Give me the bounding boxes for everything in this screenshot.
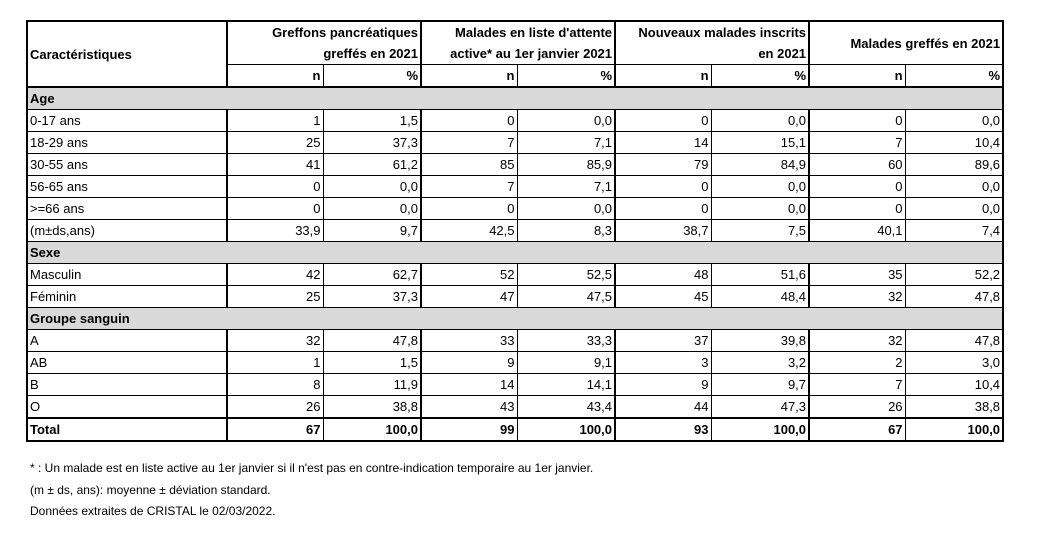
cell-n: 48	[615, 264, 711, 286]
group-header-line2: greffés en 2021	[323, 46, 418, 61]
section-title: Age	[27, 87, 1003, 110]
total-pct: 100,0	[517, 418, 615, 441]
group-header-line1: Nouveaux malades inscrits	[638, 25, 807, 40]
data-table	[26, 20, 1004, 442]
cell-n: 0	[809, 176, 905, 198]
cell-pct: 52,5	[517, 264, 615, 286]
cell-pct: 47,8	[323, 330, 421, 352]
cell-n: 0	[615, 176, 711, 198]
cell-n: 26	[227, 396, 323, 419]
table-row	[27, 220, 1003, 242]
group-header-line2: en 2021	[758, 46, 807, 61]
cell-n: 7	[809, 132, 905, 154]
cell-n: 33,9	[227, 220, 323, 242]
cell-n: 32	[809, 330, 905, 352]
cell-pct: 3,0	[905, 352, 1003, 374]
cell-n: 1	[227, 110, 323, 132]
subheader-pct: %	[905, 65, 1003, 88]
total-n: 93	[615, 418, 711, 441]
cell-n: 14	[421, 374, 517, 396]
cell-pct: 37,3	[323, 286, 421, 308]
cell-n: 7	[421, 176, 517, 198]
table-row	[27, 396, 1003, 419]
table-row	[27, 154, 1003, 176]
cell-n: 35	[809, 264, 905, 286]
cell-pct: 0,0	[517, 198, 615, 220]
cell-n: 85	[421, 154, 517, 176]
cell-n: 7	[421, 132, 517, 154]
group-header-line2: active* au 1er janvier 2021	[450, 46, 613, 61]
cell-pct: 9,7	[323, 220, 421, 242]
cell-n: 52	[421, 264, 517, 286]
cell-n: 26	[809, 396, 905, 419]
table-row	[27, 286, 1003, 308]
subheader-n: n	[809, 65, 905, 88]
cell-n: 3	[615, 352, 711, 374]
total-label: Total	[30, 422, 61, 437]
subheader-n: n	[227, 65, 323, 88]
table-row	[27, 198, 1003, 220]
row-label: O	[27, 396, 227, 419]
cell-n: 44	[615, 396, 711, 419]
cell-n: 79	[615, 154, 711, 176]
footnotes	[30, 458, 593, 523]
cell-pct: 14,1	[517, 374, 615, 396]
cell-pct: 52,2	[905, 264, 1003, 286]
cell-pct: 51,6	[711, 264, 809, 286]
cell-pct: 33,3	[517, 330, 615, 352]
cell-n: 32	[227, 330, 323, 352]
cell-pct: 47,8	[905, 330, 1003, 352]
row-label: AB	[27, 352, 227, 374]
cell-pct: 85,9	[517, 154, 615, 176]
cell-n: 42,5	[421, 220, 517, 242]
cell-n: 0	[227, 198, 323, 220]
section-row	[27, 242, 1003, 264]
total-n: 67	[809, 418, 905, 441]
cell-n: 7	[809, 374, 905, 396]
cell-pct: 15,1	[711, 132, 809, 154]
row-label: >=66 ans	[27, 198, 227, 220]
table-row	[27, 264, 1003, 286]
cell-n: 14	[615, 132, 711, 154]
subheader-n: n	[615, 65, 711, 88]
footnote-source: Données extraites de CRISTAL le 02/03/2022.	[30, 504, 276, 518]
cell-pct: 0,0	[323, 198, 421, 220]
cell-pct: 0,0	[905, 198, 1003, 220]
subheader-n: n	[421, 65, 517, 88]
cell-pct: 0,0	[905, 176, 1003, 198]
cell-n: 60	[809, 154, 905, 176]
cell-pct: 43,4	[517, 396, 615, 419]
total-row	[27, 418, 1003, 441]
cell-pct: 47,5	[517, 286, 615, 308]
cell-n: 1	[227, 352, 323, 374]
group-header-line1: Malades en liste d'attente	[455, 25, 613, 40]
cell-n: 0	[421, 198, 517, 220]
cell-n: 0	[615, 198, 711, 220]
cell-pct: 47,8	[905, 286, 1003, 308]
cell-pct: 38,8	[905, 396, 1003, 419]
cell-n: 8	[227, 374, 323, 396]
total-pct: 100,0	[711, 418, 809, 441]
footnote-moyenne: (m ± ds, ans): moyenne ± déviation standard.	[30, 482, 271, 497]
group-header-greffons	[227, 21, 421, 65]
cell-n: 42	[227, 264, 323, 286]
table-row	[27, 176, 1003, 198]
total-pct: 100,0	[323, 418, 421, 441]
row-label: Féminin	[27, 286, 227, 308]
cell-n: 47	[421, 286, 517, 308]
row-label: Masculin	[27, 264, 227, 286]
cell-n: 32	[809, 286, 905, 308]
table-row	[27, 352, 1003, 374]
cell-pct: 10,4	[905, 374, 1003, 396]
cell-pct: 37,3	[323, 132, 421, 154]
cell-pct: 48,4	[711, 286, 809, 308]
section-title: Groupe sanguin	[27, 308, 1003, 330]
table-body	[27, 87, 1003, 441]
cell-n: 2	[809, 352, 905, 374]
table-row	[27, 132, 1003, 154]
cell-pct: 7,1	[517, 176, 615, 198]
cell-n: 25	[227, 132, 323, 154]
group-header-line1: Greffons pancréatiques	[272, 25, 418, 40]
cell-n: 25	[227, 286, 323, 308]
cell-pct: 9,1	[517, 352, 615, 374]
cell-pct: 62,7	[323, 264, 421, 286]
cell-n: 9	[615, 374, 711, 396]
group-header-nouveaux-inscrits	[615, 21, 809, 65]
cell-n: 0	[227, 176, 323, 198]
cell-pct: 7,4	[905, 220, 1003, 242]
cell-pct: 8,3	[517, 220, 615, 242]
cell-n: 0	[421, 110, 517, 132]
group-header-row	[27, 21, 1003, 65]
cell-n: 43	[421, 396, 517, 419]
cell-pct: 0,0	[711, 110, 809, 132]
group-header-greffes	[809, 21, 1003, 65]
cell-pct: 0,0	[517, 110, 615, 132]
cell-n: 41	[227, 154, 323, 176]
cell-pct: 61,2	[323, 154, 421, 176]
group-header-line2: Malades greffés en 2021	[850, 35, 1001, 51]
cell-n: 45	[615, 286, 711, 308]
total-n: 99	[421, 418, 517, 441]
subheader-pct: %	[323, 65, 421, 88]
cell-pct: 38,8	[323, 396, 421, 419]
row-label: (m±ds,ans)	[27, 220, 227, 242]
label-column-header: Caractéristiques	[27, 21, 227, 87]
footnote-liste-active: * : Un malade est en liste active au 1er janvier si il n'est pas en contre-indication temporaire au 1er janvier.	[30, 461, 594, 475]
cell-pct: 9,7	[711, 374, 809, 396]
row-label: 0-17 ans	[27, 110, 227, 132]
row-label: 56-65 ans	[27, 176, 227, 198]
cell-n: 38,7	[615, 220, 711, 242]
cell-pct: 89,6	[905, 154, 1003, 176]
row-label: 30-55 ans	[27, 154, 227, 176]
total-n: 67	[227, 418, 323, 441]
section-row	[27, 308, 1003, 330]
cell-pct: 0,0	[711, 198, 809, 220]
row-label: B	[27, 374, 227, 396]
cell-n: 9	[421, 352, 517, 374]
cell-n: 33	[421, 330, 517, 352]
cell-pct: 47,3	[711, 396, 809, 419]
cell-pct: 1,5	[323, 352, 421, 374]
cell-n: 0	[809, 198, 905, 220]
row-label: 18-29 ans	[27, 132, 227, 154]
cell-n: 37	[615, 330, 711, 352]
group-header-liste-attente	[421, 21, 615, 65]
cell-pct: 0,0	[323, 176, 421, 198]
subheader-pct: %	[711, 65, 809, 88]
cell-pct: 11,9	[323, 374, 421, 396]
cell-n: 0	[809, 110, 905, 132]
section-row	[27, 87, 1003, 110]
cell-pct: 3,2	[711, 352, 809, 374]
cell-pct: 7,1	[517, 132, 615, 154]
cell-pct: 10,4	[905, 132, 1003, 154]
cell-pct: 0,0	[711, 176, 809, 198]
table-row	[27, 330, 1003, 352]
cell-pct: 84,9	[711, 154, 809, 176]
row-label: A	[27, 330, 227, 352]
table-row	[27, 110, 1003, 132]
cell-n: 0	[615, 110, 711, 132]
table-row	[27, 374, 1003, 396]
subheader-pct: %	[517, 65, 615, 88]
cell-n: 40,1	[809, 220, 905, 242]
cell-pct: 7,5	[711, 220, 809, 242]
total-pct: 100,0	[905, 418, 1003, 441]
cell-pct: 1,5	[323, 110, 421, 132]
cell-pct: 39,8	[711, 330, 809, 352]
cell-pct: 0,0	[905, 110, 1003, 132]
section-title: Sexe	[27, 242, 1003, 264]
